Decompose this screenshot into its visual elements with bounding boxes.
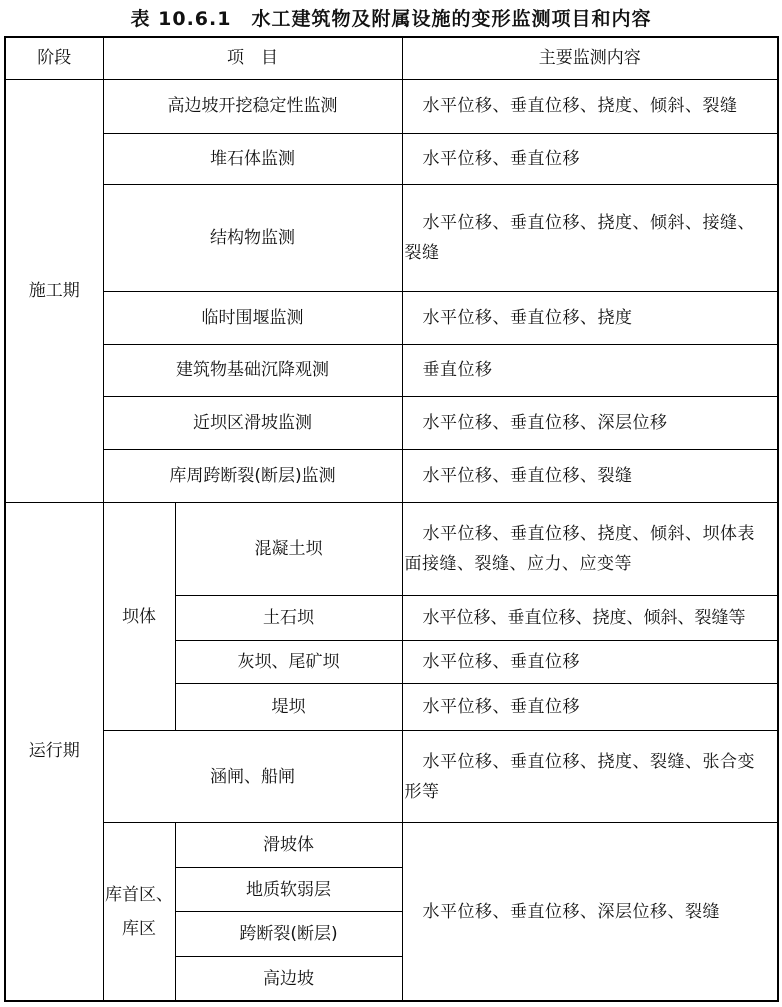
- row-content: 水平位移、垂直位移、挠度、倾斜、裂缝等: [402, 596, 778, 641]
- row-item: 土石坝: [175, 596, 402, 641]
- row-content: 水平位移、垂直位移、挠度、裂缝、张合变形等: [402, 731, 778, 823]
- table-row: [5, 184, 778, 291]
- header-item: 项 目: [103, 37, 402, 79]
- row-content: 水平位移、垂直位移: [402, 641, 778, 684]
- header-row: [5, 37, 778, 79]
- table-row: [5, 344, 778, 396]
- table-row: [5, 396, 778, 449]
- row-item: 灰坝、尾矿坝: [175, 641, 402, 684]
- table-row: [5, 502, 778, 595]
- table-row: [5, 133, 778, 184]
- row-item: 建筑物基础沉降观测: [103, 344, 402, 396]
- row-item: 堆石体监测: [103, 133, 402, 184]
- header-content: 主要监测内容: [402, 37, 778, 79]
- row-item: 地质软弱层: [175, 868, 402, 912]
- row-item: 库周跨断裂(断层)监测: [103, 449, 402, 502]
- row-item: 高边坡: [175, 957, 402, 1001]
- row-content: 水平位移、垂直位移、裂缝: [402, 449, 778, 502]
- table-row: [5, 823, 778, 868]
- row-item: 近坝区滑坡监测: [103, 396, 402, 449]
- row-item: 堤坝: [175, 684, 402, 731]
- group-reservoir: 库首区、库区: [103, 823, 175, 1001]
- row-content: 水平位移、垂直位移: [402, 684, 778, 731]
- monitoring-table: [4, 36, 779, 1002]
- table-row: [5, 449, 778, 502]
- row-item: 滑坡体: [175, 823, 402, 868]
- row-content: 水平位移、垂直位移、挠度、倾斜、接缝、裂缝: [402, 184, 778, 291]
- row-content: 水平位移、垂直位移: [402, 133, 778, 184]
- table-row: [5, 731, 778, 823]
- row-item: 涵闸、船闸: [103, 731, 402, 823]
- row-content: 水平位移、垂直位移、挠度、倾斜、裂缝: [402, 79, 778, 133]
- row-item: 跨断裂(断层): [175, 912, 402, 957]
- row-item: 混凝土坝: [175, 502, 402, 595]
- stage-construction: 施工期: [5, 79, 103, 502]
- row-content: 水平位移、垂直位移、深层位移: [402, 396, 778, 449]
- table-row: [5, 79, 778, 133]
- row-content: 水平位移、垂直位移、挠度: [402, 291, 778, 344]
- row-item: 临时围堰监测: [103, 291, 402, 344]
- row-content: 水平位移、垂直位移、挠度、倾斜、坝体表面接缝、裂缝、应力、应变等: [402, 502, 778, 595]
- group-dam: 坝体: [103, 502, 175, 730]
- table-row: [5, 291, 778, 344]
- row-item: 高边坡开挖稳定性监测: [103, 79, 402, 133]
- stage-operation: 运行期: [5, 502, 103, 1001]
- table-title: 表 10.6.1 水工建筑物及附属设施的变形监测项目和内容: [130, 8, 652, 30]
- row-content: 垂直位移: [402, 344, 778, 396]
- row-content: 水平位移、垂直位移、深层位移、裂缝: [402, 823, 778, 1001]
- header-stage: 阶段: [5, 37, 103, 79]
- row-item: 结构物监测: [103, 184, 402, 291]
